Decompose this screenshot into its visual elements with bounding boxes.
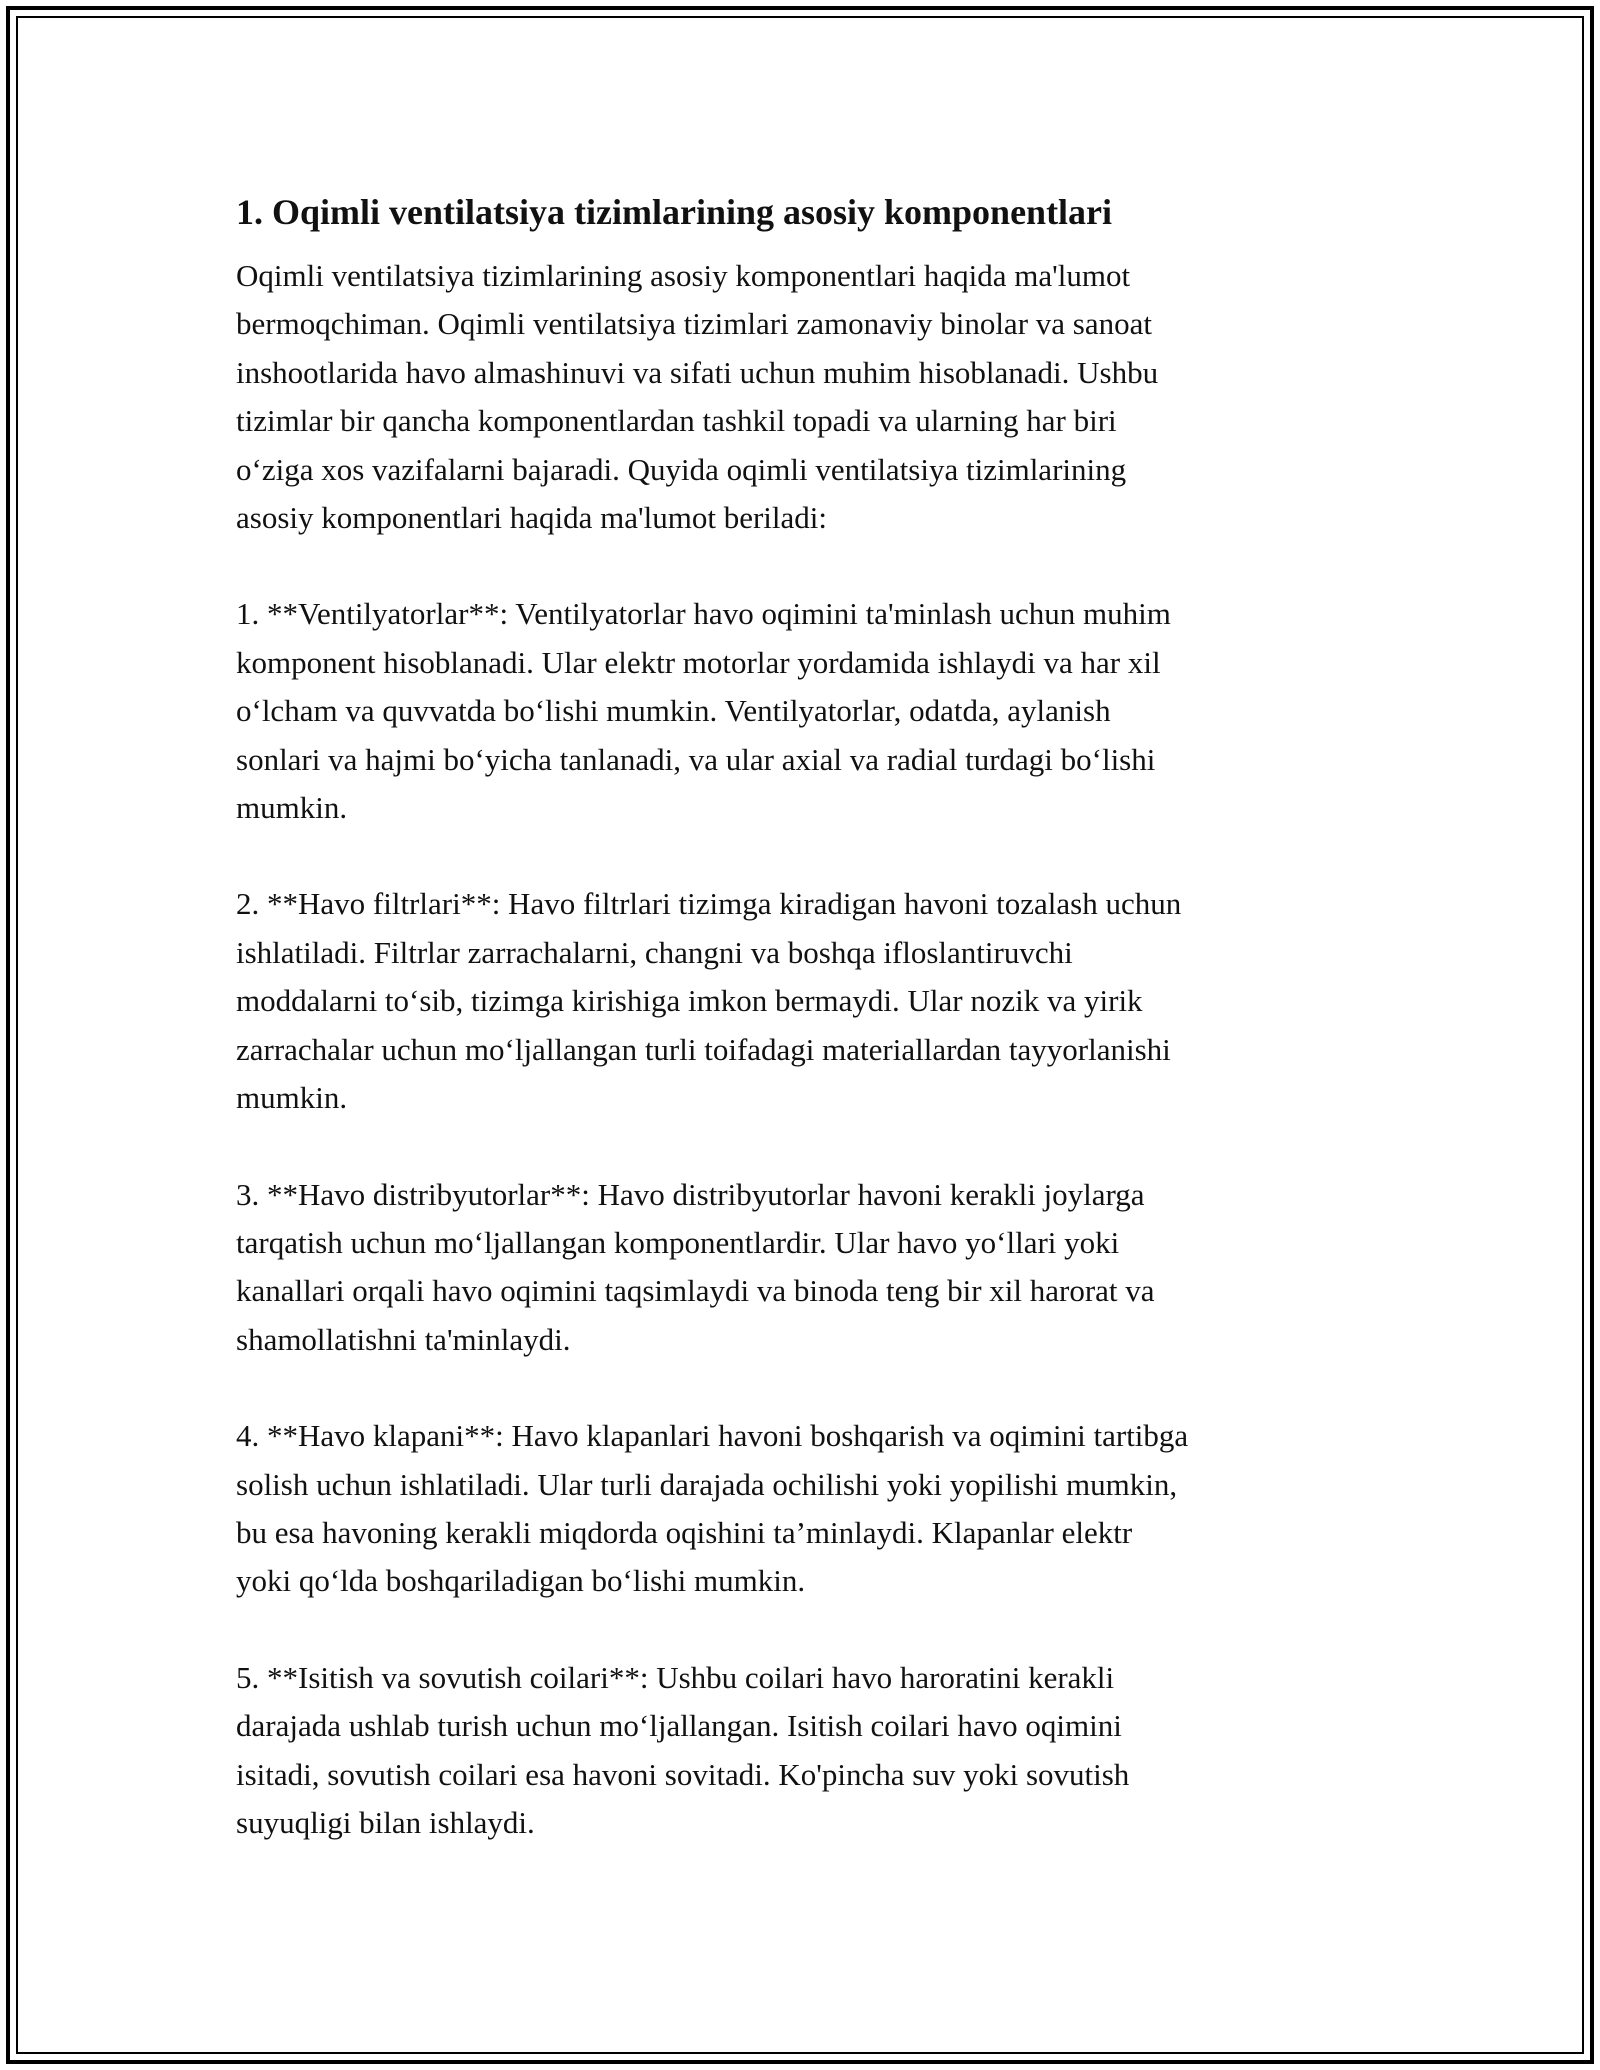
text-line: o‘lcham va quvvatda bo‘lishi mumkin. Ventilyatorlar, odatda, aylanish — [236, 693, 1111, 729]
text-line: ishlatiladi. Filtrlar zarrachalarni, changni va boshqa ifloslantiruvchi — [236, 934, 1073, 970]
text-line: isitadi, sovutish coilari esa havoni sovitadi. Ko'pincha suv yoki sovutish — [236, 1756, 1130, 1792]
paragraph-ventilyatorlar — [236, 590, 1386, 832]
text-line: komponent hisoblanadi. Ular elektr motorlar yordamida ishlaydi va har xil — [236, 644, 1161, 680]
paragraph-havo-distribyutorlar — [236, 1171, 1386, 1365]
text-line: 2. **Havo filtrlari**: Havo filtrlari tizimga kiradigan havoni tozalash uchun — [236, 886, 1182, 922]
text-line: Oqimli ventilatsiya tizimlarining asosiy komponentlari haqida ma'lumot — [236, 258, 1131, 293]
text-line: asosiy komponentlari haqida ma'lumot beriladi: — [236, 500, 828, 536]
text-line: tizimlar bir qancha komponentlardan tashkil topadi va ularning har biri — [236, 403, 1117, 439]
text-line: suyuqligi bilan ishlaydi. — [236, 1804, 535, 1840]
text-line: o‘ziga xos vazifalarni bajaradi. Quyida oqimli ventilatsiya tizimlarining — [236, 451, 1127, 487]
paragraph-havo-klapani — [236, 1412, 1386, 1606]
text-line: bu esa havoning kerakli miqdorda oqishini ta’minlaydi. Klapanlar elektr — [236, 1514, 1133, 1550]
text-line: mumkin. — [236, 790, 348, 826]
paragraph-isitish-sovutish — [236, 1654, 1386, 1848]
text-line: mumkin. — [236, 1080, 348, 1116]
text-line: darajada ushlab turish uchun mo‘ljallangan. Isitish coilari havo oqimini — [236, 1708, 1122, 1744]
text-line: sonlari va hajmi bo‘yicha tanlanadi, va ular axial va radial turdagi bo‘lishi — [236, 741, 1156, 777]
intro-paragraph — [236, 252, 1386, 542]
text-line: moddalarni to‘sib, tizimga kirishiga imkon bermaydi. Ular nozik va yirik — [236, 983, 1143, 1019]
text-line: yoki qo‘lda boshqariladigan bo‘lishi mumkin. — [236, 1563, 806, 1599]
text-line: bermoqchiman. Oqimli ventilatsiya tizimlari zamonaviy binolar va sanoat — [236, 306, 1152, 342]
document-title: 1. Oqimli ventilatsiya tizimlarining asosiy komponentlari — [236, 192, 1113, 232]
text-line: zarrachalar uchun mo‘ljallangan turli toifadagi materiallardan tayyorlanishi — [236, 1031, 1171, 1067]
paragraph-havo-filtrlari — [236, 880, 1386, 1122]
text-line: shamollatishni ta'minlaydi. — [236, 1321, 571, 1357]
text-line: 1. **Ventilyatorlar**: Ventilyatorlar havo oqimini ta'minlash uchun muhim — [236, 596, 1171, 632]
text-line: inshootlarida havo almashinuvi va sifati uchun muhim hisoblanadi. Ushbu — [236, 354, 1159, 390]
text-line: 5. **Isitish va sovutish coilari**: Ushbu coilari havo haroratini kerakli — [236, 1659, 1115, 1695]
text-line: kanallari orqali havo oqimini taqsimlaydi va binoda teng bir xil harorat va — [236, 1273, 1155, 1309]
document-body — [236, 186, 1386, 1895]
text-line: 4. **Havo klapani**: Havo klapanlari havoni boshqarish va oqimini tartibga — [236, 1418, 1189, 1454]
text-line: solish uchun ishlatiladi. Ular turli darajada ochilishi yoki yopilishi mumkin, — [236, 1466, 1178, 1502]
text-line: 3. **Havo distribyutorlar**: Havo distribyutorlar havoni kerakli joylarga — [236, 1176, 1145, 1212]
text-line: tarqatish uchun mo‘ljallangan komponentlardir. Ular havo yo‘llari yoki — [236, 1224, 1120, 1260]
